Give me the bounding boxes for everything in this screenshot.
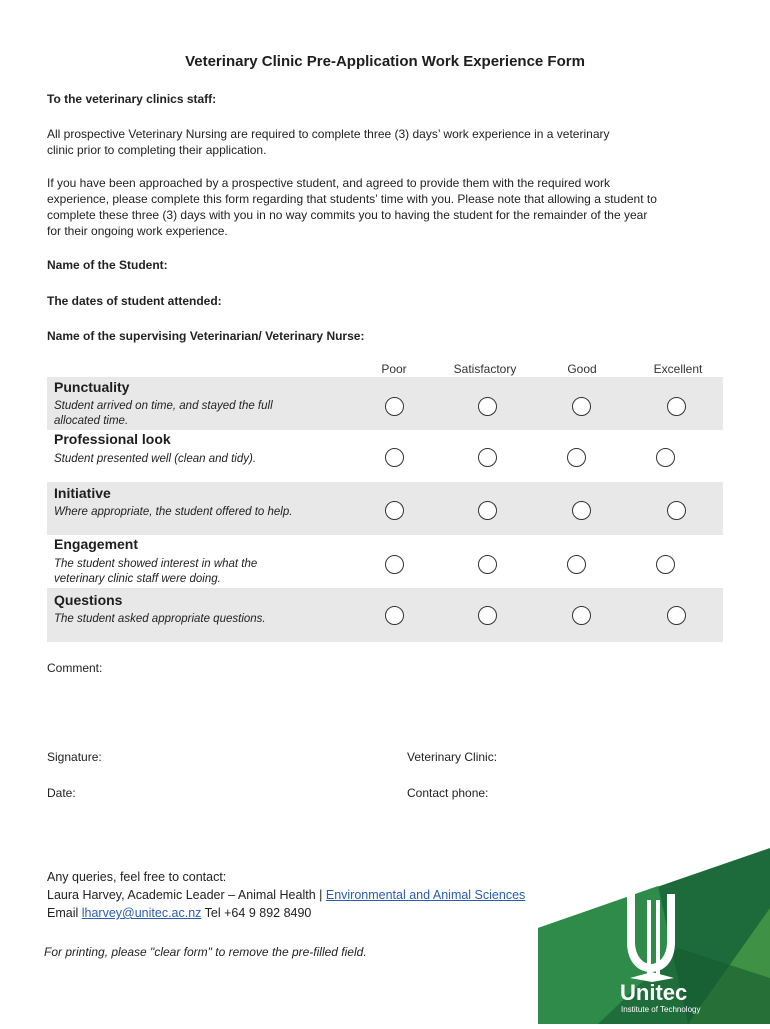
criterion-desc-line: Where appropriate, the student offered to help. xyxy=(54,506,293,518)
radio-professional-look-excellent[interactable] xyxy=(656,448,675,467)
printing-note: For printing, please "clear form" to remove the pre-filled field. xyxy=(44,945,367,959)
radio-engagement-good[interactable] xyxy=(567,555,586,574)
criterion-description xyxy=(54,557,334,587)
signature-label: Signature: xyxy=(47,750,102,764)
radio-questions-poor[interactable] xyxy=(385,606,404,625)
column-excellent: Excellent xyxy=(653,362,703,376)
para2-line3: complete these three (3) days with you in no way commits you to having the student for the remainder of the year xyxy=(47,208,648,222)
logo-subtitle: Institute of Technology xyxy=(621,1005,701,1014)
criterion-desc-line: The student asked appropriate questions. xyxy=(54,613,266,625)
contact-intro: Any queries, feel free to contact: xyxy=(47,870,227,884)
radio-punctuality-good[interactable] xyxy=(572,397,591,416)
radio-initiative-good[interactable] xyxy=(572,501,591,520)
column-good: Good xyxy=(567,362,597,376)
criterion-desc-line: Student presented well (clean and tidy). xyxy=(54,453,257,465)
radio-punctuality-poor[interactable] xyxy=(385,397,404,416)
radio-professional-look-good[interactable] xyxy=(567,448,586,467)
page-title: Veterinary Clinic Pre-Application Work Experience Form xyxy=(185,53,585,70)
para2-line1: If you have been approached by a prospective student, and agreed to provide them with the required work xyxy=(47,176,611,190)
contact-email-line xyxy=(47,904,525,922)
criterion-desc-line: veterinary clinic staff were doing. xyxy=(54,573,221,585)
unitec-logo-graphic xyxy=(538,848,770,1024)
contact-name-line xyxy=(47,886,525,904)
radio-engagement-satisfactory[interactable] xyxy=(478,555,497,574)
student-name-label: Name of the Student: xyxy=(47,258,168,272)
radio-engagement-poor[interactable] xyxy=(385,555,404,574)
unitec-logo xyxy=(538,848,770,1024)
criterion-desc-line: The student showed interest in what the xyxy=(54,558,258,570)
intro-paragraph-1 xyxy=(47,126,727,158)
email-link[interactable]: lharvey@unitec.ac.nz xyxy=(81,906,202,920)
para1-line1: All prospective Veterinary Nursing are required to complete three (3) days’ work experience in a veterinary xyxy=(47,127,610,141)
criterion-title: Questions xyxy=(54,592,123,608)
column-satisfactory: Satisfactory xyxy=(453,362,517,376)
rating-row-engagement xyxy=(47,535,723,588)
radio-punctuality-excellent[interactable] xyxy=(667,397,686,416)
criterion-description xyxy=(54,612,334,627)
department-link[interactable]: Environmental and Animal Sciences xyxy=(325,888,526,902)
criterion-desc-line: allocated time. xyxy=(54,415,129,427)
salutation: To the veterinary clinics staff: xyxy=(47,92,217,106)
radio-questions-satisfactory[interactable] xyxy=(478,606,497,625)
radio-professional-look-poor[interactable] xyxy=(385,448,404,467)
contact-name: Laura Harvey, Academic Leader – Animal Health | xyxy=(47,888,326,902)
radio-initiative-excellent[interactable] xyxy=(667,501,686,520)
radio-engagement-excellent[interactable] xyxy=(656,555,675,574)
para2-line2: experience, please complete this form regarding that students’ time with you. Please note that allowing a student to xyxy=(47,192,657,206)
criterion-title: Professional look xyxy=(54,431,171,447)
rating-row-initiative xyxy=(47,482,723,535)
rating-row-professional-look xyxy=(47,430,723,482)
criterion-title: Punctuality xyxy=(54,379,130,395)
dates-label: The dates of student attended: xyxy=(47,294,222,308)
email-prefix: Email xyxy=(47,906,82,920)
intro-paragraph-2 xyxy=(47,175,727,239)
supervisor-label: Name of the supervising Veterinarian/ Veterinary Nurse: xyxy=(47,329,365,343)
date-label: Date: xyxy=(47,786,76,800)
contact-phone-label: Contact phone: xyxy=(407,786,489,800)
para1-line2: clinic prior to completing their application. xyxy=(47,143,267,157)
criterion-title: Initiative xyxy=(54,485,111,501)
contact-phone: Tel +64 9 892 8490 xyxy=(201,906,312,920)
comment-label: Comment: xyxy=(47,661,103,675)
column-poor: Poor xyxy=(381,362,407,376)
contact-block xyxy=(47,868,525,922)
veterinary-clinic-label: Veterinary Clinic: xyxy=(407,750,498,764)
criterion-description xyxy=(54,452,334,467)
radio-questions-excellent[interactable] xyxy=(667,606,686,625)
radio-professional-look-satisfactory[interactable] xyxy=(478,448,497,467)
radio-initiative-satisfactory[interactable] xyxy=(478,501,497,520)
radio-questions-good[interactable] xyxy=(572,606,591,625)
criterion-description xyxy=(54,505,334,520)
criterion-title: Engagement xyxy=(54,536,139,552)
rating-row-punctuality xyxy=(47,377,723,430)
radio-initiative-poor[interactable] xyxy=(385,501,404,520)
radio-punctuality-satisfactory[interactable] xyxy=(478,397,497,416)
para2-line4: for their ongoing work experience. xyxy=(47,224,228,238)
criterion-description xyxy=(54,399,334,429)
rating-row-questions xyxy=(47,588,723,642)
logo-wordmark: Unitec xyxy=(620,980,688,1005)
criterion-desc-line: Student arrived on time, and stayed the full xyxy=(54,400,273,412)
